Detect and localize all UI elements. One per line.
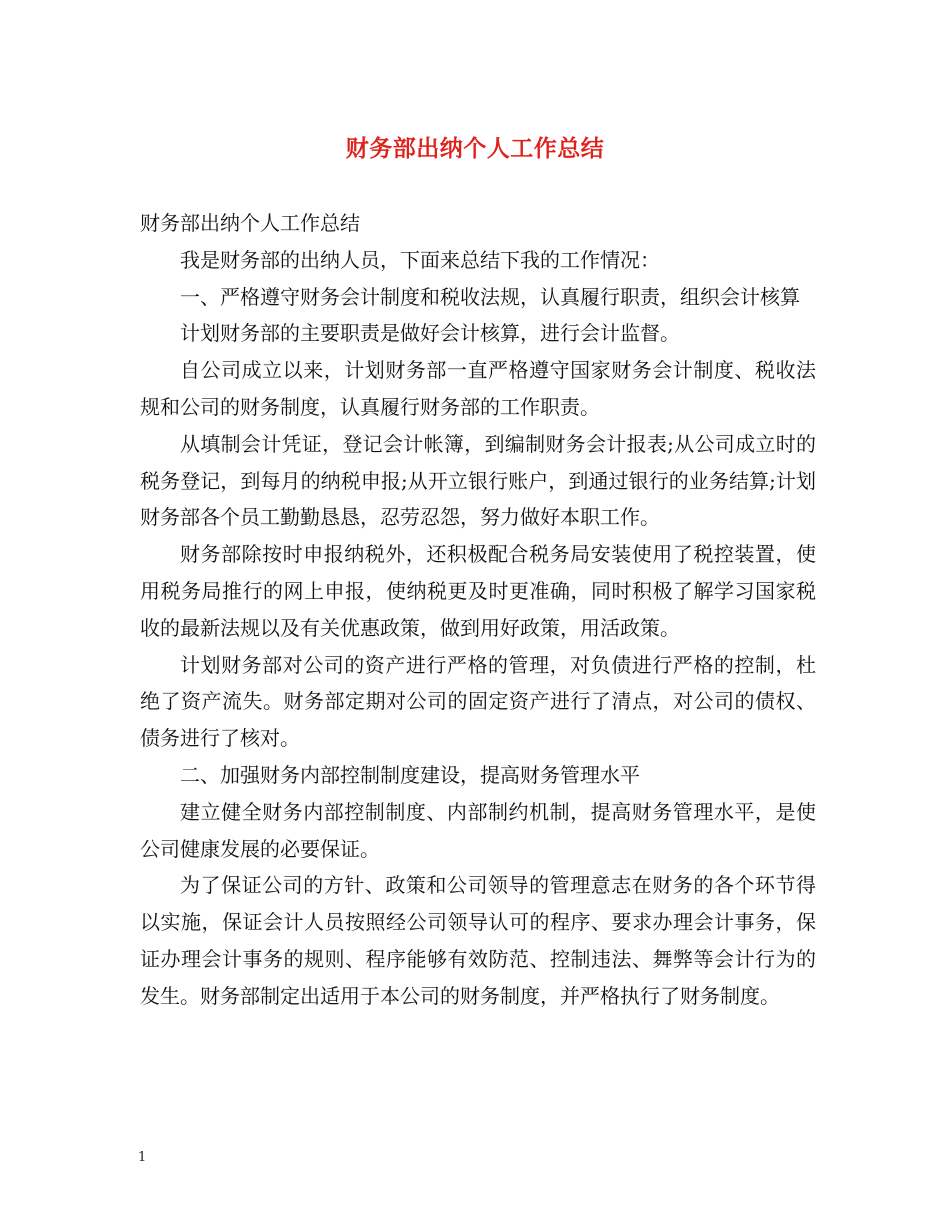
page-number: 1 (138, 1150, 147, 1165)
paragraph: 从填制会计凭证，登记会计帐簿，到编制财务会计报表;从公司成立时的税务登记，到每月的纳税申报;从开立银行账户，到通过银行的业务结算;计划财务部各个员工勤勤恳恳，忍劳忍怨，努力做好本职工作。 (140, 431, 816, 530)
paragraph: 为了保证公司的方针、政策和公司领导的管理意志在财务的各个环节得以实施，保证会计人员按照经公司领导认可的程序、要求办理会计事务，保证办理会计事务的规则、程序能够有效防范、控制违法、舞弊等会计行为的发生。财务部制定出适用于本公司的财务制度，并严格执行了财务制度。 (140, 873, 816, 1008)
document-title: 财务部出纳个人工作总结 (345, 135, 605, 162)
paragraph-intro: 我是财务部的出纳人员，下面来总结下我的工作情况： (180, 247, 660, 272)
paragraph: 计划财务部的主要职责是做好会计核算，进行会计监督。 (180, 321, 680, 346)
document-body (140, 205, 816, 1015)
section-heading-2: 二、加强财务内部控制制度建设，提高财务管理水平 (180, 762, 640, 787)
paragraph: 计划财务部对公司的资产进行严格的管理，对负债进行严格的控制，杜绝了资产流失。财务部定期对公司的固定资产进行了清点，对公司的债权、债务进行了核对。 (140, 652, 816, 751)
paragraph: 建立健全财务内部控制制度、内部制约机制，提高财务管理水平，是使公司健康发展的必要保证。 (140, 799, 816, 861)
section-heading-1: 一、严格遵守财务会计制度和税收法规，认真履行职责，组织会计核算 (180, 284, 800, 309)
paragraph: 自公司成立以来，计划财务部一直严格遵守国家财务会计制度、税收法规和公司的财务制度，认真履行财务部的工作职责。 (140, 358, 816, 419)
paragraph: 财务部除按时申报纳税外，还积极配合税务局安装使用了税控装置，使用税务局推行的网上申报，使纳税更及时更准确，同时积极了解学习国家税收的最新法规以及有关优惠政策，做到用好政策，用活政策。 (140, 542, 816, 640)
body-heading: 财务部出纳个人工作总结 (140, 211, 360, 235)
